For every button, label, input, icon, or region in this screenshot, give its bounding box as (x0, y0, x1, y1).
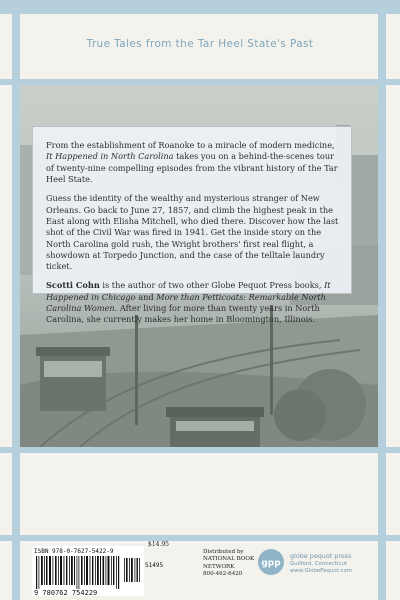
distributor-phone: 800-462-6420 (203, 570, 243, 577)
publisher-url: www.GlobePequot.com (290, 567, 353, 574)
description-box (32, 126, 352, 325)
distributor-info: Distributed by NATIONAL BOOK NETWORK 800-462-6420 (203, 549, 263, 578)
publisher-info (290, 552, 370, 575)
publisher-logo-text: gpp (261, 558, 281, 569)
frame-right-bar (378, 0, 386, 600)
barcode-digits: 9 780762 754229 (34, 589, 98, 596)
book-title: It Happened in North Carolina (46, 151, 174, 162)
author-bio: Scotti Cohn is the author of two other Globe Pequot Press books, It Happened in Chicago and More than Petticoats: Remarkable North Carolina Women. After living for more than twenty years in North Carolina, she currently makes her home in Bloomington, Illinois. (46, 280, 331, 325)
price: $14.95 (148, 541, 169, 548)
description-intro: From the establishment of Roanoke to a miracle of modern medicine, It Happened in North Carolina takes you on a behind-the-scenes tour of twenty-nine compelling episodes from the vibrant history of the Tar Heel State. (46, 140, 338, 184)
frame-top-bar (0, 0, 400, 14)
cover-design-credit: Cover design by Georgiana Goodwin (34, 464, 131, 470)
description-teaser: Guess the identity of the wealthy and mysterious stranger of New Orleans. Go back to June 27, 1857, and climb the highest peak in the East along with Elisha Mitchell, who died there. Discover how the last shot of the Civil War was fired in 1941. Get the inside story on the North Carolina gold rush, the Wright brothers' first real flight, a showdown at Torpedo Junction, and the case of the telltale laundry ticket. (46, 193, 339, 272)
other-book-title: It Happened in Chicago (46, 280, 331, 302)
frame-left-bar (12, 0, 20, 600)
back-cover-credit: Back cover photo: Looking east over Pack Square, Asheville, North Carolina, 1910, Library of Congress (34, 486, 307, 493)
publisher-name: globe pequot press (290, 552, 352, 560)
author-name: Scotti Cohn (46, 280, 100, 291)
front-cover-credit: Front cover photo: Kill Devil Hills Lifesaving Station, with four crew members wearing white hats and jackets standing in doorway, and a boat near outer wall at right; Kitty Hawk, North Carolina, 1902, Library of Congress (34, 471, 349, 486)
photo-credits (34, 464, 352, 494)
isbn-number: ISBN 978-0-7627-5422-9 (34, 548, 114, 555)
tagline: True Tales from the Tar Heel State's Past (86, 38, 314, 50)
frame-divider-middle (0, 447, 400, 453)
other-book-title: More than Petticoats: Remarkable North Carolina Women (46, 291, 326, 314)
publisher-city: Guilford, Connecticut (290, 560, 348, 567)
publisher-logo-icon (257, 548, 285, 576)
price-supplement-code: 51495 (145, 562, 164, 569)
